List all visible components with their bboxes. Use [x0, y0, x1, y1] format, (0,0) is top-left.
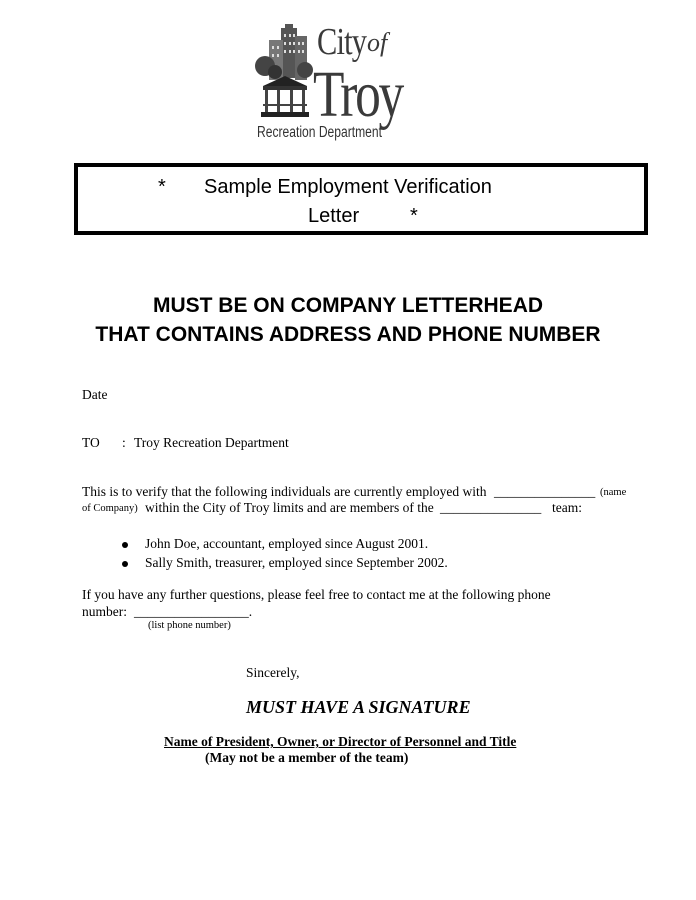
logo-troy-text: Troy	[313, 58, 402, 131]
verify-text-line-2: within the City of Troy limits and are members of the	[145, 500, 434, 515]
title-asterisk-left: *	[158, 176, 166, 198]
team-label: team:	[552, 500, 582, 515]
bullet-icon	[122, 542, 128, 548]
city-of-troy-logo	[255, 22, 430, 147]
company-name-note-2: of Company)	[82, 503, 138, 514]
closing-text: Sincerely,	[246, 665, 300, 680]
logo-department-text: Recreation Department	[257, 124, 382, 141]
logo-of-text: of	[367, 28, 388, 57]
title-text-line-2: Letter	[308, 205, 360, 227]
company-name-blank: _______________	[494, 484, 596, 499]
building-gazebo-icon	[255, 22, 315, 122]
title-text-line-1: Sample Employment Verification	[204, 176, 492, 198]
letterhead-heading-1: MUST BE ON COMPANY LETTERHEAD	[152, 294, 544, 317]
phone-number-note: (list phone number)	[148, 620, 231, 631]
title-asterisk-right: *	[410, 205, 418, 227]
to-label: TO	[82, 435, 100, 450]
team-name-blank: _______________	[440, 500, 542, 515]
to-recipient: Troy Recreation Department	[134, 435, 289, 450]
to-colon: :	[122, 435, 126, 450]
company-name-note-1: (name	[600, 487, 627, 498]
logo-city-text: City	[317, 21, 367, 63]
bullet-icon	[122, 561, 128, 567]
signer-note: (May not be a member of the team)	[205, 750, 409, 765]
letterhead-heading-2: THAT CONTAINS ADDRESS AND PHONE NUMBER	[95, 323, 601, 346]
date-label: Date	[82, 387, 108, 402]
phone-number-blank: _________________.	[134, 604, 253, 619]
list-item: Sally Smith, treasurer, employed since September 2002.	[145, 555, 448, 570]
list-item: John Doe, accountant, employed since August 2001.	[145, 536, 429, 551]
contact-text-line-2: number:	[82, 604, 127, 619]
signer-title: Name of President, Owner, or Director of Personnel and Title	[164, 734, 517, 749]
signature-placeholder: MUST HAVE A SIGNATURE	[246, 697, 471, 717]
title-box	[74, 163, 648, 235]
verify-text-line-1: This is to verify that the following individuals are currently employed with	[82, 484, 487, 499]
contact-text-line-1: If you have any further questions, please feel free to contact me at the following phone	[82, 587, 551, 602]
